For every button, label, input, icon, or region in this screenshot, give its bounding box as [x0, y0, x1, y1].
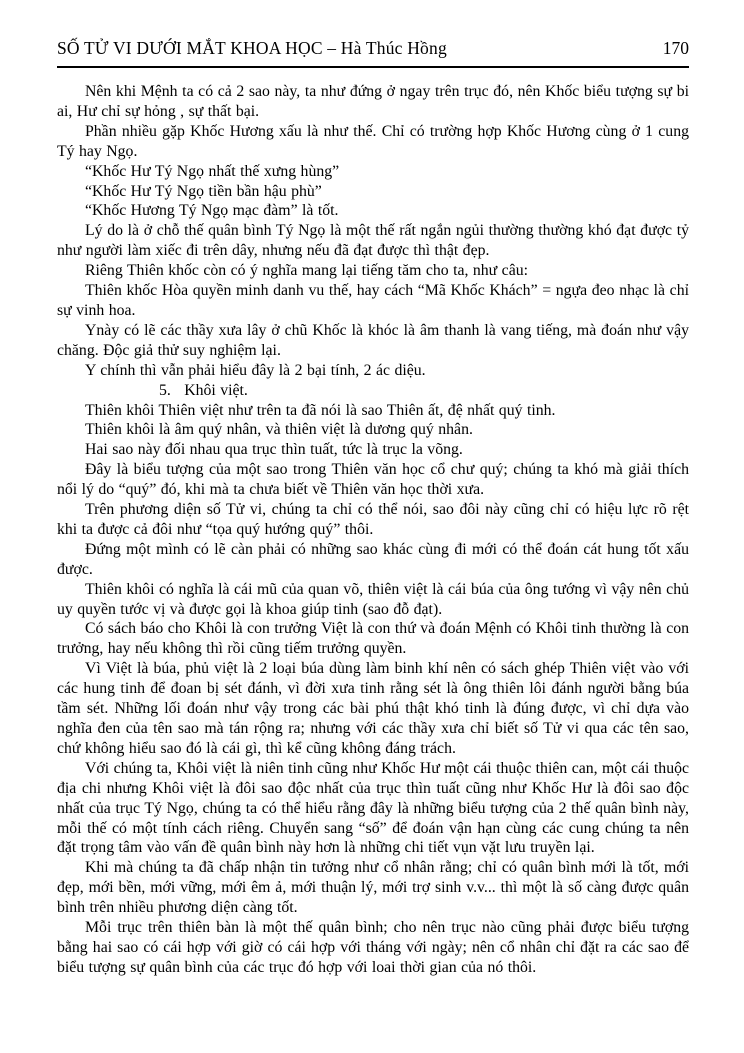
paragraph: Hai sao này đối nhau qua trục thìn tuất, tức là trục la võng.	[85, 441, 463, 459]
page-body-text	[57, 82, 689, 978]
paragraph: Với chúng ta, Khôi việt là niên tinh cũng như Khốc Hư một cái thuộc thiên can, một cái thuộc địa chi nhưng Khôi việt là đôi sao độc nhất của trục thìn tuất cũng như Khốc Hư là đôi sao độc nhất của trục Tý Ngọ, chúng ta có thể hiểu rằng đây là những biểu tượng của 2 thế quân bình này, mỗi thế có một tính cách riêng. Chuyển sang “số” để đoán vận hạn cùng các cung chúng ta nên đặt trọng tâm vào vấn đề quân bình này hơn là những chi tiết vụn vặt lưu truyền lại.	[57, 759, 689, 857]
paragraph: Phần nhiều gặp Khốc Hương xấu là như thế. Chỉ có trường hợp Khốc Hương cùng ở 1 cung Tý hay Ngọ.	[57, 122, 689, 160]
paragraph: Có sách báo cho Khôi là con trưởng Việt là con thứ và đoán Mệnh có Khôi tinh thường là con trưởng, hay nếu không thì rồi cũng tiếm trưởng quyền.	[57, 620, 689, 658]
paragraph: “Khốc Hư Tý Ngọ nhất thế xưng hùng”	[85, 162, 340, 180]
paragraph: Y chính thì vẫn phải hiểu đây là 2 bại tính, 2 ác diệu.	[85, 361, 426, 379]
paragraph: Riêng Thiên khốc còn có ý nghĩa mang lại tiếng tăm cho ta, như câu:	[85, 262, 528, 280]
section-heading: 5. Khôi việt.	[159, 381, 248, 399]
paragraph: Lý do là ở chỗ thế quân bình Tý Ngọ là một thế rất ngắn ngủi thường thường khó đạt được tỷ như người làm xiếc đi trên dây, nhưng nếu đã đạt được thì thật đẹp.	[57, 222, 689, 260]
paragraph: Thiên khôi Thiên việt như trên ta đã nói là sao Thiên ất, đệ nhất quý tinh.	[85, 401, 556, 419]
page-header	[57, 38, 689, 59]
header-divider	[57, 66, 689, 68]
page-number: 170	[662, 38, 689, 58]
paragraph: Mỗi trục trên thiên bàn là một thế quân bình; cho nên trục nào cũng phải được biểu tượng bằng hai sao có cái hợp với giờ có cái hợp với tháng với ngày; nên cổ nhân chỉ đặt ra các sao để biểu tượng sự quân bình của các trục đó hợp với loai thời gian của nó thôi.	[57, 919, 689, 976]
paragraph: Khi mà chúng ta đã chấp nhận tin tưởng như cổ nhân rằng; chỉ có quân bình mới là tốt, mới đẹp, mới bền, mới vững, mới êm ả, mới thuận lý, mới trợ sinh v.v... thì một là số càng được quân bình trên nhiều phương diện càng tốt.	[57, 859, 689, 917]
book-title: SỐ TỬ VI DƯỚI MẮT KHOA HỌC – Hà Thúc Hồng	[57, 38, 447, 58]
paragraph: “Khốc Hương Tý Ngọ mạc đàm” là tốt.	[85, 202, 339, 220]
paragraph: Trên phương diện số Tử vi, chúng ta chỉ có thể nói, sao đôi này cũng chỉ có hiệu lực rõ rệt khi ta được cả đôi như “tọa quý hướng quý” thôi.	[57, 501, 689, 538]
paragraph: Vì Việt là búa, phủ việt là 2 loại búa dùng làm binh khí nên có sách ghép Thiên việt vào với các hung tinh để đoan bị sét đánh, vì đời xưa tinh rằng sét là ông thiên lôi đánh người bằng búa tầm sét. Những lối đoán như vậy trong các bài phú thật khó tinh là đúng được, vì chỉ dựa vào nghĩa đen của tên sao mà tán rộng ra; nhưng với các thầy xưa chỉ biết số Tử vi qua các tên sao, chứ không hiểu sao đó là cái gì, thì kể cũng không đáng trách.	[57, 660, 689, 757]
paragraph: Ynày có lẽ các thầy xưa lây ở chũ Khốc là khóc là âm thanh là vang tiếng, mà đoán như vậy chăng. Độc giả thử suy nghiệm lại.	[57, 321, 689, 359]
paragraph: Đứng một mình có lẽ càn phải có những sao khác cùng đi mới có thể đoán cát hung tốt xấu được.	[57, 540, 689, 578]
paragraph: Thiên khôi có nghĩa là cái mũ của quan võ, thiên việt là cái búa của ông tướng vì vậy nên chủ uy quyền tước vị và được gọi là khoa giúp tinh (sao đỗ đạt).	[57, 580, 689, 618]
paragraph: Thiên khốc Hòa quyền minh danh vu thế, hay cách “Mã Khốc Khách” = ngựa đeo nhạc là chỉ sự vinh hoa.	[57, 282, 689, 319]
paragraph: Nên khi Mệnh ta có cả 2 sao này, ta như đứng ở ngay trên trục đó, nên Khốc biểu tượng sự bi ai, Hư chỉ sự hỏng , sự thất bại.	[57, 83, 689, 120]
paragraph: Thiên khôi là âm quý nhân, và thiên việt là dương quý nhân.	[85, 421, 473, 439]
paragraph: Đây là biểu tượng của một sao trong Thiên văn học cổ chư quý; chúng ta khó mà giải thích nổi lý do “quý” đó, khi mà ta chưa biết về Thiên văn học thời xưa.	[57, 461, 689, 499]
paragraph: “Khốc Hư Tý Ngọ tiền bần hậu phù”	[85, 182, 322, 200]
